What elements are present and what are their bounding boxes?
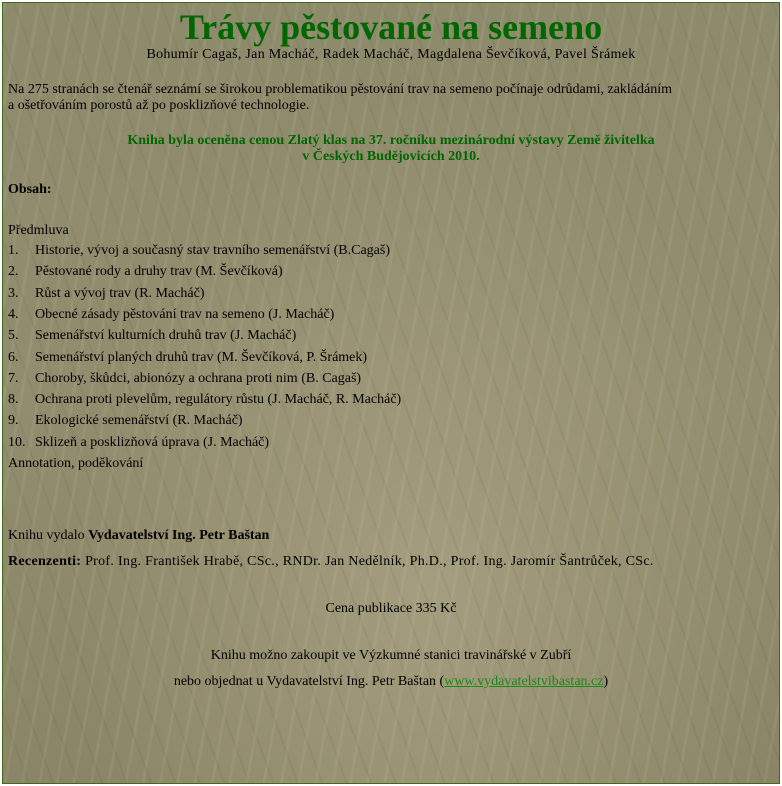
chapter-item [8, 413, 774, 429]
buy-line-2-end: ) [603, 674, 609, 689]
chapter-number: 6. [8, 349, 19, 365]
chapter-title: Ekologické semenářství (R. Macháč) [35, 413, 243, 429]
publisher-link[interactable]: www.vydavatelstvibastan.cz [444, 674, 604, 689]
award-line-2: v Českých Budějovicích 2010. [302, 149, 480, 164]
chapter-number: 7. [8, 370, 19, 386]
price: Cena publikace 335 Kč [325, 601, 457, 616]
reviewers: Prof. Ing. František Hrabě, CSc., RNDr. Jan Nedělník, Ph.D., Prof. Ing. Jaromír Šantrůček, CSc. [81, 554, 654, 569]
publisher-label: Knihu vydalo [8, 528, 89, 543]
chapter-item [8, 286, 774, 302]
chapter-item [8, 392, 774, 408]
chapter-item [8, 371, 774, 387]
chapter-number: 3. [8, 285, 19, 301]
chapter-item [8, 264, 774, 280]
chapter-title: Pěstované rody a druhy trav (M. Ševčíková) [35, 264, 283, 280]
page [2, 2, 780, 784]
chapter-title: Choroby, škůdci, abionózy a ochrana proti nim (B. Cagaš) [35, 370, 362, 386]
publisher: Vydavatelství Ing. Petr Baštan [88, 528, 270, 543]
intro-line-1: Na 275 stranách se čtenář seznámí se širokou problematikou pěstování trav na semeno počínaje odrůdami, zakládáním [8, 82, 673, 97]
page-title: Trávy pěstované na semeno [179, 7, 603, 47]
chapter-number: 1. [8, 243, 19, 258]
buy-line-2 [8, 674, 774, 690]
reviewers-label: Recenzenti: [8, 554, 82, 569]
chapter-title: Sklizeň a posklizňová úprava (J. Macháč) [35, 434, 270, 450]
chapter-title: Semenářství planých druhů trav (M. Ševčíková, P. Šrámek) [35, 349, 368, 365]
chapter-item [8, 243, 774, 259]
reviewers-line [8, 554, 774, 570]
chapter-title: Růst a vývoj trav (R. Macháč) [35, 285, 205, 301]
contents-heading: Obsah: [8, 182, 52, 197]
chapter-title: Ochrana proti plevelům, regulátory růstu (J. Macháč, R. Macháč) [35, 392, 402, 408]
chapter-item [8, 350, 774, 366]
chapter-title: Obecné zásady pěstování trav na semeno (J. Macháč) [35, 306, 335, 322]
authors: Bohumír Cagaš, Jan Macháč, Radek Macháč, Magdalena Ševčíková, Pavel Šrámek [146, 47, 636, 62]
chapter-number: 2. [8, 264, 19, 280]
chapter-number: 8. [8, 392, 19, 408]
chapter-title: Historie, vývoj a současný stav travního semenářství (B.Cagaš) [35, 243, 390, 258]
annotation: Annotation, poděkování [8, 456, 144, 471]
chapter-item [8, 307, 774, 323]
publisher-line [8, 528, 774, 544]
chapter-number: 5. [8, 328, 19, 344]
buy-line-1: Knihu možno zakoupit ve Výzkumné stanici travinářské v Zubří [210, 648, 572, 663]
chapter-item [8, 435, 774, 451]
buy-line-2-text: nebo objednat u Vydavatelství Ing. Petr Baštan ( [173, 674, 445, 689]
chapter-number: 10. [8, 434, 26, 450]
chapter-item [8, 328, 774, 344]
preface: Předmluva [8, 223, 69, 238]
intro-line-2: a ošetřováním porostů až po posklizňové technologie. [8, 98, 310, 113]
award-line-1: Kniha byla oceněna cenou Zlatý klas na 37. ročníku mezinárodní výstavy Země živitelka [127, 133, 655, 148]
chapter-number: 4. [8, 306, 19, 322]
chapter-title: Semenářství kulturních druhů trav (J. Macháč) [35, 328, 297, 344]
chapter-number: 9. [8, 413, 19, 429]
